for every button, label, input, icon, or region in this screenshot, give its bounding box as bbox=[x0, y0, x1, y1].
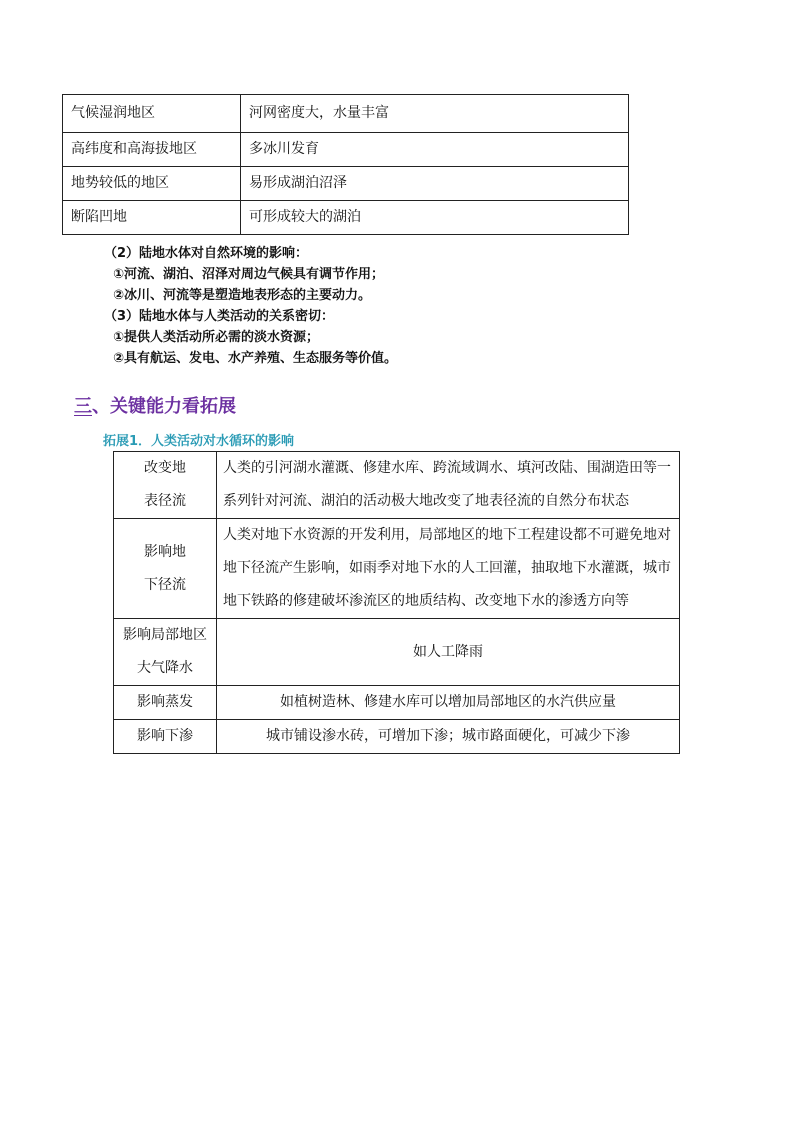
row-header-line: 下径流 bbox=[144, 576, 186, 593]
section-number: 三 bbox=[74, 396, 92, 417]
section-title: 、关键能力看拓展 bbox=[92, 396, 236, 417]
subsection-3-item-1: ①提供人类活动所必需的淡水资源； bbox=[113, 330, 320, 345]
content-line: 地下径流产生影响，如雨季对地下水的人工回灌，抽取地下水灌溉，城市 bbox=[223, 560, 671, 576]
section-heading bbox=[74, 392, 236, 418]
extension-title: 拓展1．人类活动对水循环的影响 bbox=[103, 434, 295, 449]
row-content: 城市铺设渗水砖，可增加下渗；城市路面硬化，可减少下渗 bbox=[217, 720, 680, 754]
content-line: 系列针对河流、湖泊的活动极大地改变了地表径流的自然分布状态 bbox=[223, 493, 629, 509]
content-line: 人类对地下水资源的开发利用，局部地区的地下工程建设都不可避免地对 bbox=[223, 527, 671, 543]
water-distribution-table bbox=[62, 94, 629, 235]
table-row bbox=[63, 201, 629, 235]
row-header bbox=[114, 619, 217, 686]
row-content bbox=[217, 452, 680, 519]
table-row bbox=[63, 95, 629, 133]
row-header-line: 表径流 bbox=[144, 493, 186, 509]
table-row bbox=[63, 167, 629, 201]
row-content bbox=[217, 519, 680, 619]
table-cell: 地势较低的地区 bbox=[63, 167, 241, 201]
table-cell: 多冰川发育 bbox=[241, 133, 629, 167]
table-cell: 高纬度和高海拔地区 bbox=[63, 133, 241, 167]
row-header bbox=[114, 519, 217, 619]
human-activity-water-cycle-table bbox=[113, 451, 680, 754]
table-cell: 河网密度大，水量丰富 bbox=[241, 95, 629, 133]
subsection-2-item-2: ②冰川、河流等是塑造地表形态的主要动力。 bbox=[113, 288, 372, 303]
content-line: 地下铁路的修建破坏渗流区的地质结构、改变地下水的渗透方向等 bbox=[223, 593, 629, 609]
table-row bbox=[114, 686, 680, 720]
table-cell: 可形成较大的湖泊 bbox=[241, 201, 629, 235]
table-row bbox=[114, 619, 680, 686]
table-cell: 气候湿润地区 bbox=[63, 95, 241, 133]
subsection-3-title: （3）陆地水体与人类活动的关系密切： bbox=[104, 309, 335, 324]
table-row bbox=[114, 519, 680, 619]
table-row bbox=[114, 720, 680, 754]
table-cell: 断陷凹地 bbox=[63, 201, 241, 235]
row-header: 影响下渗 bbox=[114, 720, 217, 754]
row-header bbox=[114, 452, 217, 519]
table-row bbox=[114, 452, 680, 519]
content-line: 人类的引河湖水灌溉、修建水库、跨流域调水、填河改陆、围湖造田等一 bbox=[223, 460, 671, 476]
subsection-2-title: （2）陆地水体对自然环境的影响： bbox=[104, 246, 309, 261]
row-content: 如植树造林、修建水库可以增加局部地区的水汽供应量 bbox=[217, 686, 680, 720]
table-row bbox=[63, 133, 629, 167]
subsection-2-item-1: ①河流、湖泊、沼泽对周边气候具有调节作用； bbox=[113, 267, 385, 282]
subsection-3-item-2: ②具有航运、发电、水产养殖、生态服务等价值。 bbox=[113, 351, 398, 366]
row-header-line: 影响局部地区 bbox=[123, 627, 207, 643]
row-content: 如人工降雨 bbox=[217, 619, 680, 686]
row-header-line: 大气降水 bbox=[137, 660, 193, 676]
table-cell: 易形成湖泊沼泽 bbox=[241, 167, 629, 201]
row-header-line: 影响地 bbox=[144, 543, 186, 560]
row-header: 影响蒸发 bbox=[114, 686, 217, 720]
row-header-line: 改变地 bbox=[144, 460, 186, 476]
